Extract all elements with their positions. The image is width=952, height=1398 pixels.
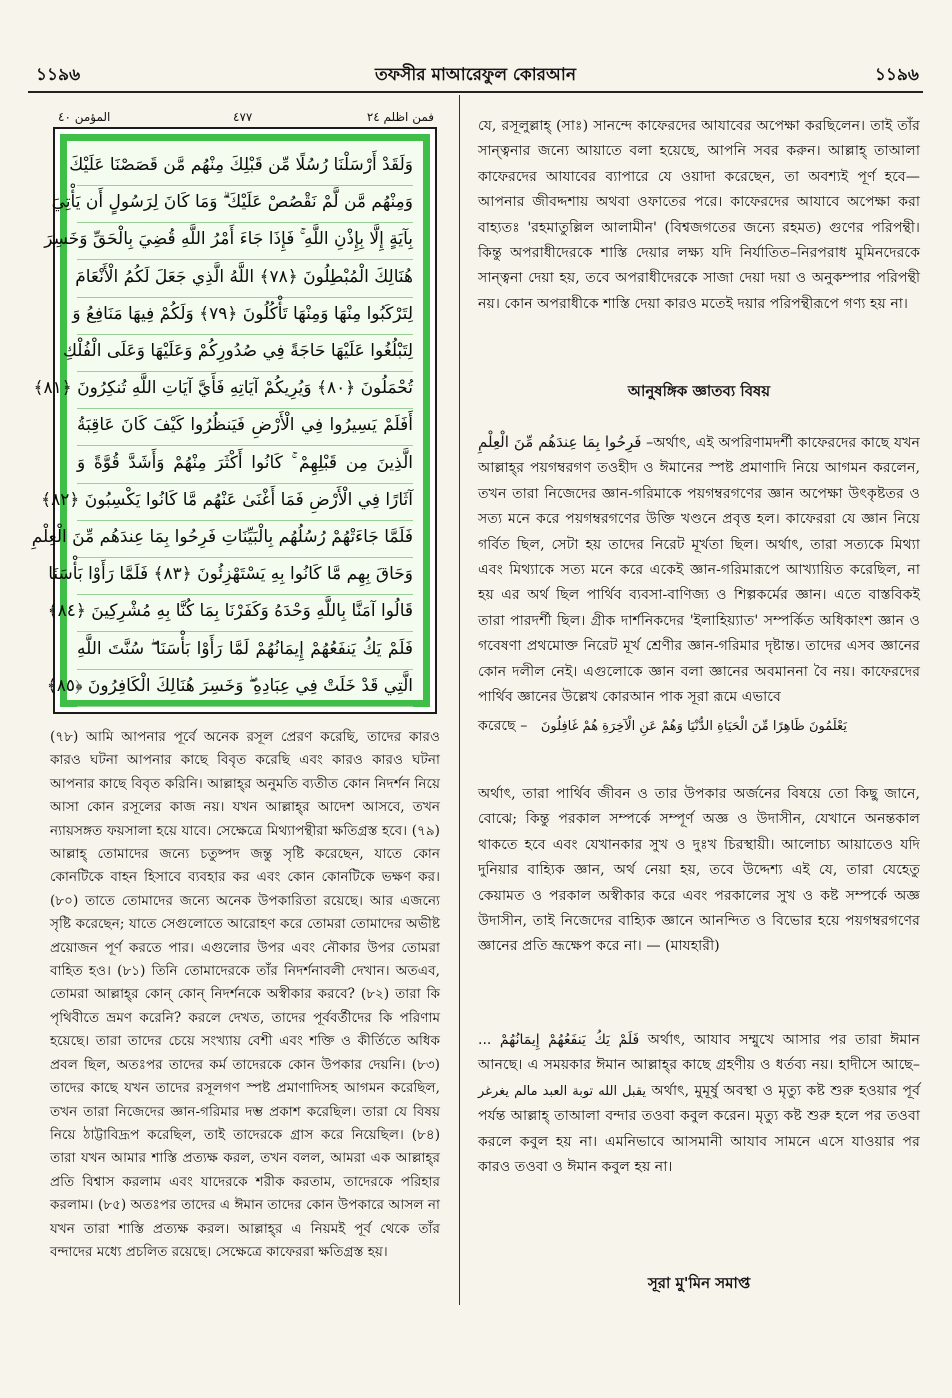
commentary-text-5: অর্থাৎ, মুমূর্ষু অবস্থা ও মৃত্যু কষ্ট শুরু হওয়ার পূর্ব পর্যন্ত আল্লাহ্ তাআলা বন্দার তওবা কবুল করেন। মৃত্যু কষ্ট শুরু হলে পর তওবা করলে কবুল হয় না। এমনিভাবে আসমানী আযাব সামনে এসে যাওয়ার পর কারও তওবা ও ঈমান কবুল হয় না। (478, 1082, 920, 1176)
arabic-page-number: ٤٧٧ (233, 110, 253, 124)
quran-line: فَلَمَّا جَاءَتْهُمْ رُسُلُهُم بِالْبَيِّنَاتِ فَرِحُوا بِمَا عِندَهُم مِّنَ الْعِلْمِ (77, 519, 413, 558)
translation-block (50, 726, 440, 1264)
quran-line: تُحْمَلُونَ ﴿٨٠﴾ وَيُرِيكُمْ آيَاتِهِ فَأَيَّ آيَاتِ اللَّهِ تُنكِرُونَ ﴿٨١﴾ (77, 370, 413, 409)
arabic-hadith: يقبل الله توبة العبد مالم يغرغر (478, 1083, 647, 1099)
quran-line: الَّذِينَ مِن قَبْلِهِمْ ۚ كَانُوا أَكْثَرَ مِنْهُمْ وَأَشَدَّ قُوَّةً وَ (77, 445, 413, 484)
arabic-quote-1: فَرِحُوا بِمَا عِندَهُم مِّنَ الْعِلْمِ (478, 433, 642, 451)
quran-line: قَالُوا آمَنَّا بِاللَّهِ وَحْدَهُ وَكَفَرْنَا بِمَا كُنَّا بِهِ مُشْرِكِينَ ﴿٨٤﴾ (77, 593, 413, 632)
commentary-text-4: অর্থাৎ, আযাব সম্মুখে আসার পর তারা ঈমান আনছে। এ সময়কার ঈমান আল্লাহ্‌র কাছে গ্রহণীয় ও ধর্তব্য নয়। হাদীসে আছে– (478, 1032, 920, 1074)
arabic-quote-3: فَلَمْ يَكُ يَنفَعُهُمْ إِيمَانُهُمْ ... (478, 1032, 640, 1048)
quran-line: آثَارًا فِي الْأَرْضِ فَمَا أَغْنَىٰ عَنْهُم مَّا كَانُوا يَكْسِبُونَ ﴿٨٢﴾ (77, 482, 413, 521)
column-divider (459, 95, 460, 1305)
commentary-para-2 (478, 430, 920, 740)
quran-frame (31, 127, 437, 714)
surah-label: المؤمن ٤٠ (58, 110, 111, 124)
commentary-text-3: অর্থাৎ, তারা পার্থিব জীবন ও তার উপকার অর্জনের বিষয়ে তো কিছু জানে, বোঝে; কিন্তু পরকাল সম্পর্কে সম্পূর্ণ অজ্ঞ ও উদাসীন, যেখানে অনন্তকাল থাকতে হবে এবং যেখানকার সুখ ও দুঃখ চিরস্থায়ী। আলোচ্য আয়াতেও যদি দুনিয়ার বাহ্যিক জ্ঞান, অর্থ নেয়া হয়, তবে উদ্দেশ্য এই যে, তারা যেহেতু কেয়ামত ও পরকাল অস্বীকার করে এবং পরকালের সুখ ও কষ্ট সম্পর্কে অজ্ঞ উদাসীন, তাই নিজেদের বাহ্যিক জ্ঞানে আনন্দিত ও বিভোর হয়ে পয়গম্বরগণের জ্ঞানের প্রতি ভ্রূক্ষেপ করে না। — (মাযহারী) (478, 786, 920, 955)
page-number-right: ১১৯৬ (874, 65, 919, 85)
page-header (28, 58, 923, 88)
quran-line: الَّتِي قَدْ خَلَتْ فِي عِبَادِهِ ۖ وَخَسِرَ هُنَالِكَ الْكَافِرُونَ ﴿٨٥﴾ (77, 668, 413, 707)
arabic-quote-2: يَعْلَمُونَ ظَاهِرًا مِّنَ الْحَيَاةِ الدُّنْيَا وَهُمْ عَنِ الْآخِرَةِ هُمْ غَافِلُونَ (540, 719, 847, 735)
commentary-text-1: যে, রসূলুল্লাহ্ (সাঃ) সানন্দে কাফেরদের আযাবের অপেক্ষা করছিলেন। তাই তাঁর সান্ত্বনার জন্যে আয়াতে বলা হয়েছে, আপনি সবর করুন। আল্লাহ্ তাআলা কাফেরদের আযাবের ব্যাপারে যে ওয়াদা করেছেন, তা অবশ্যই পূর্ণ হবে—আপনার জীবদ্দশায় অথবা ওফাতের পরে। কাফেরদের আযাবে অপেক্ষা করা বাহ্যতঃ 'রহমাতুল্লিল আলামীন' (বিশ্বজগতের জন্যে রহমত) গুণের পরিপন্থী। কিন্তু অপরাধীদেরকে শাস্তি দেয়ার লক্ষ্য যদি নির্যাতিত–নিরপরাধ মুমিনদেরকে সান্ত্বনা দেয়া হয়, তবে অপরাধীদেরকে সাজা দেয়া দয়া ও অনুকম্পার পরিপন্থী নয়। কোন অপরাধীকে শাস্তি দেয়া কারও মতেই দয়ার পরিপন্থীরূপে গণ্য হয় না। (478, 118, 920, 312)
quran-frame-inner (31, 134, 430, 707)
surah-end-note: সূরা মু'মিন সমাপ্ত (647, 1274, 751, 1292)
header-rule (28, 91, 923, 93)
page-number-left: ১১৯৬ (36, 65, 81, 85)
translation-text: (৭৮) আমি আপনার পূর্বে অনেক রসূল প্রেরণ করেছি, তাদের কারও কারও ঘটনা আপনার কাছে বিবৃত করেছি এবং কারও কারও ঘটনা আপনার কাছে বিবৃত করিনি। আল্লাহ্‌র অনুমতি ব্যতীত কোন নিদর্শন নিয়ে আসা কোন রসূলের কাজ নয়। যখন আল্লাহ্‌র আদেশ আসবে, তখন ন্যায়সঙ্গত ফয়সালা হয়ে যাবে। সেক্ষেত্রে মিথ্যাপন্থীরা ক্ষতিগ্রস্ত হবে। (৭৯) আল্লাহ্ তোমাদের জন্যে চতুষ্পদ জন্তু সৃষ্টি করেছেন, যাতে কোন কোনটিকে বাহন হিসাবে ব্যবহার কর এবং কোন কোনটিকে ভক্ষণ কর। (৮০) তাতে তোমাদের জন্যে অনেক উপকারিতা রয়েছে। আর এজন্যে সৃষ্টি করেছেন; যাতে সেগুলোতে আরোহণ করে তোমরা তোমাদের অভীষ্ট প্রয়োজন পূর্ণ করতে পার। এগুলোর উপর এবং নৌকার উপর তোমরা বাহিত হও। (৮১) তিনি তোমাদেরকে তাঁর নিদর্শনাবলী দেখান। অতএব, তোমরা আল্লাহ্‌র কোন্‌ কোন্‌ নিদর্শনকে অস্বীকার করবে? (৮২) তারা কি পৃথিবীতে ভ্রমণ করেনি? করলে দেখত, তাদের পূর্ববর্তীদের কি পরিণাম হয়েছে। তারা তাদের চেয়ে সংখ্যায় বেশী এবং শক্তি ও কীর্তিতে অধিক প্রবল ছিল, অতঃপর তাদের কর্ম তাদেরকে কোন উপকার দেয়নি। (৮৩) তাদের কাছে যখন তাদের রসূলগণ স্পষ্ট প্রমাণাদিসহ আগমন করেছিল, তখন তারা নিজেদের জ্ঞান-গরিমার দম্ভ প্রকাশ করেছিল। তারা যে বিষয় নিয়ে ঠাট্টাবিদ্রূপ করেছিল, তাই তাদেরকে গ্রাস করে নিয়েছিল। (৮৪) তারা যখন আমার শাস্তি প্রত্যক্ষ করল, তখন বলল, আমরা এক আল্লাহ্‌র প্রতি বিশ্বাস করলাম এবং যাদেরকে শরীক করতাম, তাদেরকে পরিহার করলাম। (৮৫) অতঃপর তাদের এ ঈমান তাদের কোন উপকারে আসল না যখন তারা শাস্তি প্রত্যক্ষ করল। আল্লাহ্‌র এ নিয়মই পূর্ব থেকে তাঁর বন্দাদের মধ্যে প্রচলিত রয়েছে। সেক্ষেত্রে কাফেররা ক্ষতিগ্রস্ত হয়। (50, 729, 440, 1260)
quran-line: هُنَالِكَ الْمُبْطِلُونَ ﴿٧٨﴾ اللَّهُ الَّذِي جَعَلَ لَكُمُ الْأَنْعَامَ (77, 259, 413, 298)
commentary-text-2: –অর্থাৎ, এই অপরিণামদর্শী কাফেরদের কাছে যখন আল্লাহ্‌র পয়গম্বরগণ তওহীদ ও ঈমানের স্পষ্ট প্রমাণাদি নিয়ে আগমন করলেন, তখন তারা নিজেদের জ্ঞান-গরিমাকে পয়গম্বরগণের জ্ঞান অপেক্ষা উৎকৃষ্টতর ও সত্য মনে করে পয়গম্বরগণের উক্তি খণ্ডনে প্রবৃত্ত হল। কাফেররা যে জ্ঞান নিয়ে গর্বিত ছিল, সেটা হয় তাদের নিরেট মূর্খতা ছিল। অর্থাৎ, তারা সত্যকে মিথ্যা এবং মিথ্যাকে সত্য মনে করে একেই জ্ঞান-গরিমারূপে আখ্যায়িত করেছিল, না হয় এর অর্থ ছিল পার্থিব ব্যবসা-বাণিজ্য ও শিল্পকর্মের জ্ঞান। এতে বাস্তবিকই তারা পারদর্শী ছিল। গ্রীক দার্শনিকদের 'ইলাহিয়্যাত' সম্পর্কিত অধিকাংশ জ্ঞান ও গবেষণা প্রথমোক্ত নিরেট মূর্খ শ্রেণীর জ্ঞান-গরিমার দৃষ্টান্ত। তাদের এসব জ্ঞানের কোন দলীল নেই। এগুলোকে জ্ঞান বলা জ্ঞানের অবমাননা বৈ নয়। কাফেরদের পার্থিব জ্ঞানের উল্লেখ কোরআন পাক সূরা রূমে এভাবে (478, 435, 920, 706)
book-title: তফসীর মাআরেফুল কোরআন (375, 65, 576, 85)
juz-label: فمن اظلم ٢٤ (366, 110, 434, 124)
karechhe-label: করেছে – (478, 718, 528, 735)
quran-line: وَحَاقَ بِهِم مَّا كَانُوا بِهِ يَسْتَهْزِئُونَ ﴿٨٣﴾ فَلَمَّا رَأَوْا بَأْسَنَا (77, 556, 413, 595)
commentary-para-3 (478, 782, 920, 960)
commentary-para-4 (478, 1028, 920, 1180)
quran-line: وَمِنْهُم مَّن لَّمْ نَقْصُصْ عَلَيْكَ ۗ وَمَا كَانَ لِرَسُولٍ أَن يَأْتِيَ (77, 184, 413, 223)
quran-line: بِآيَةٍ إِلَّا بِإِذْنِ اللَّهِ ۚ فَإِذَا جَاءَ أَمْرُ اللَّهِ قُضِيَ بِالْحَقِّ وَخَسِرَ (77, 221, 413, 260)
quran-line: لِتَرْكَبُوا مِنْهَا وَمِنْهَا تَأْكُلُونَ ﴿٧٩﴾ وَلَكُمْ فِيهَا مَنَافِعُ وَ (77, 296, 413, 335)
quran-line: وَلَقَدْ أَرْسَلْنَا رُسُلًا مِّن قَبْلِكَ مِنْهُم مَّن قَصَصْنَا عَلَيْكَ (77, 147, 413, 186)
section-heading: আনুষঙ্গিক জ্ঞাতব্য বিষয় (627, 382, 771, 400)
quran-line: لِتَبْلُغُوا عَلَيْهَا حَاجَةً فِي صُدُورِكُمْ وَعَلَيْهَا وَعَلَى الْفُلْكِ (77, 333, 413, 372)
quran-line: فَلَمْ يَكُ يَنفَعُهُمْ إِيمَانُهُمْ لَمَّا رَأَوْا بَأْسَنَا ۖ سُنَّتَ اللَّهِ (77, 631, 413, 670)
commentary-para-1 (478, 114, 920, 317)
quran-line: أَفَلَمْ يَسِيرُوا فِي الْأَرْضِ فَيَنظُرُوا كَيْفَ كَانَ عَاقِبَةُ (77, 407, 413, 446)
